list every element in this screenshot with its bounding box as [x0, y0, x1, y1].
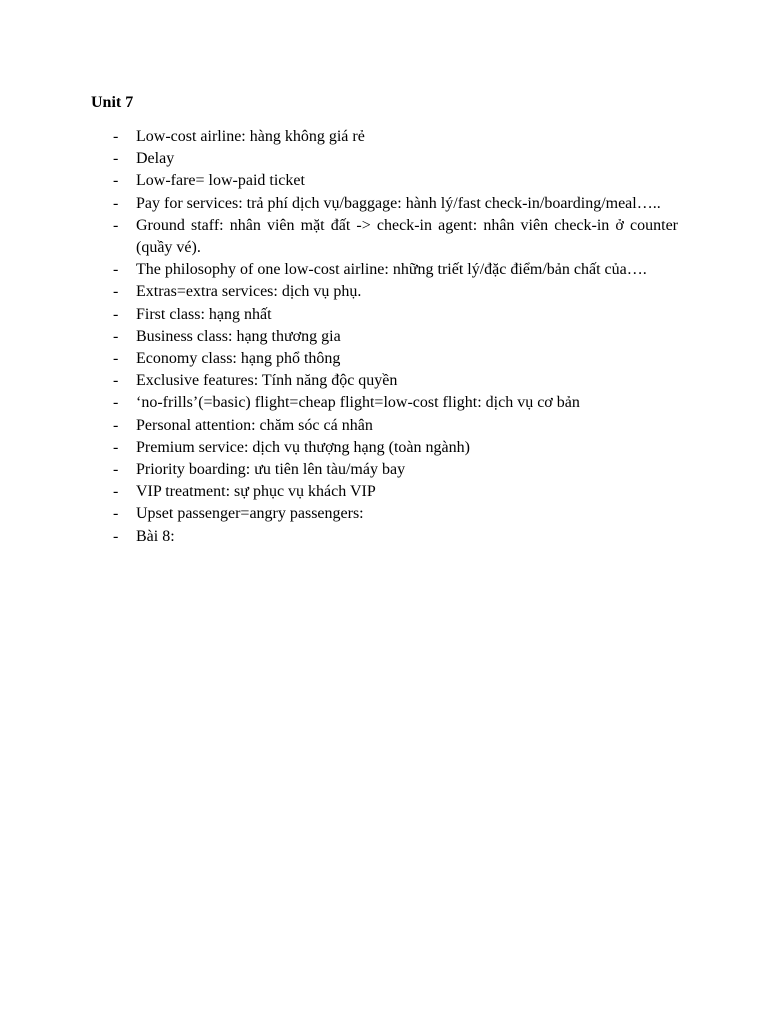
bullet-dash: -	[113, 461, 119, 479]
list-item	[0, 437, 768, 459]
bullet-dash: -	[113, 327, 119, 345]
list-item	[0, 348, 768, 370]
list-item-text: Premium service: dịch vụ thượng hạng (toàn ngành)	[136, 438, 470, 456]
bullet-dash: -	[113, 261, 119, 279]
list-item	[0, 415, 768, 437]
bullet-dash: -	[113, 416, 119, 434]
list-item-text: Ground staff: nhân viên mặt đất -> check-in agent: nhân viên check-in ở counter (quầy vé).	[136, 216, 678, 257]
list-item-text: Pay for services: trả phí dịch vụ/baggage: hành lý/fast check-in/boarding/meal…..	[136, 194, 661, 212]
list-item-text: Low-cost airline: hàng không giá rẻ	[136, 128, 365, 145]
list-item-text: Delay	[136, 150, 175, 168]
list-item	[0, 459, 768, 481]
list-item	[0, 481, 768, 503]
bullet-dash: -	[113, 527, 119, 545]
bullet-dash: -	[113, 438, 119, 456]
list-item-text: The philosophy of one low-cost airline: những triết lý/đặc điểm/bản chất của….	[136, 261, 647, 279]
list-item-text: Exclusive features: Tính năng độc quyền	[136, 372, 398, 390]
list-item-text: Priority boarding: ưu tiên lên tàu/máy bay	[136, 461, 406, 479]
list-item-text: VIP treatment: sự phục vụ khách VIP	[136, 483, 376, 501]
list-item	[0, 148, 768, 170]
bullet-dash: -	[113, 150, 119, 168]
list-item-text: Upset passenger=angry passengers:	[136, 505, 364, 523]
list-item-text: Economy class: hạng phổ thông	[136, 350, 341, 368]
list-item	[0, 170, 768, 192]
bullet-dash: -	[113, 483, 119, 501]
list-item	[0, 215, 768, 259]
list-item	[0, 370, 768, 392]
list-item-text: Personal attention: chăm sóc cá nhân	[136, 416, 373, 434]
bullet-dash: -	[113, 305, 119, 323]
list-item	[0, 193, 768, 215]
list-item	[0, 503, 768, 525]
list-item	[0, 392, 768, 414]
unit-heading: Unit 7	[91, 94, 134, 111]
list-item-text: Extras=extra services: dịch vụ phụ.	[136, 283, 362, 301]
list-item-text: Bài 8:	[136, 527, 175, 545]
list-item	[0, 326, 768, 348]
list-item	[0, 281, 768, 303]
list-item	[0, 304, 768, 326]
list-item	[0, 126, 768, 148]
list-item	[0, 526, 768, 548]
bullet-dash: -	[113, 394, 119, 412]
vocabulary-list	[0, 126, 768, 548]
list-item-text: Low-fare= low-paid ticket	[136, 172, 305, 190]
bullet-dash: -	[113, 216, 119, 234]
bullet-dash: -	[113, 505, 119, 523]
list-item	[0, 259, 768, 281]
list-item-text: First class: hạng nhất	[136, 305, 272, 323]
bullet-dash: -	[113, 372, 119, 390]
bullet-dash: -	[113, 350, 119, 368]
bullet-dash: -	[113, 128, 119, 145]
list-item-text: Business class: hạng thương gia	[136, 327, 341, 345]
bullet-dash: -	[113, 194, 119, 212]
list-item-text: ‘no-frills’(=basic) flight=cheap flight=low-cost flight: dịch vụ cơ bản	[136, 394, 580, 412]
bullet-dash: -	[113, 283, 119, 301]
bullet-dash: -	[113, 172, 119, 190]
